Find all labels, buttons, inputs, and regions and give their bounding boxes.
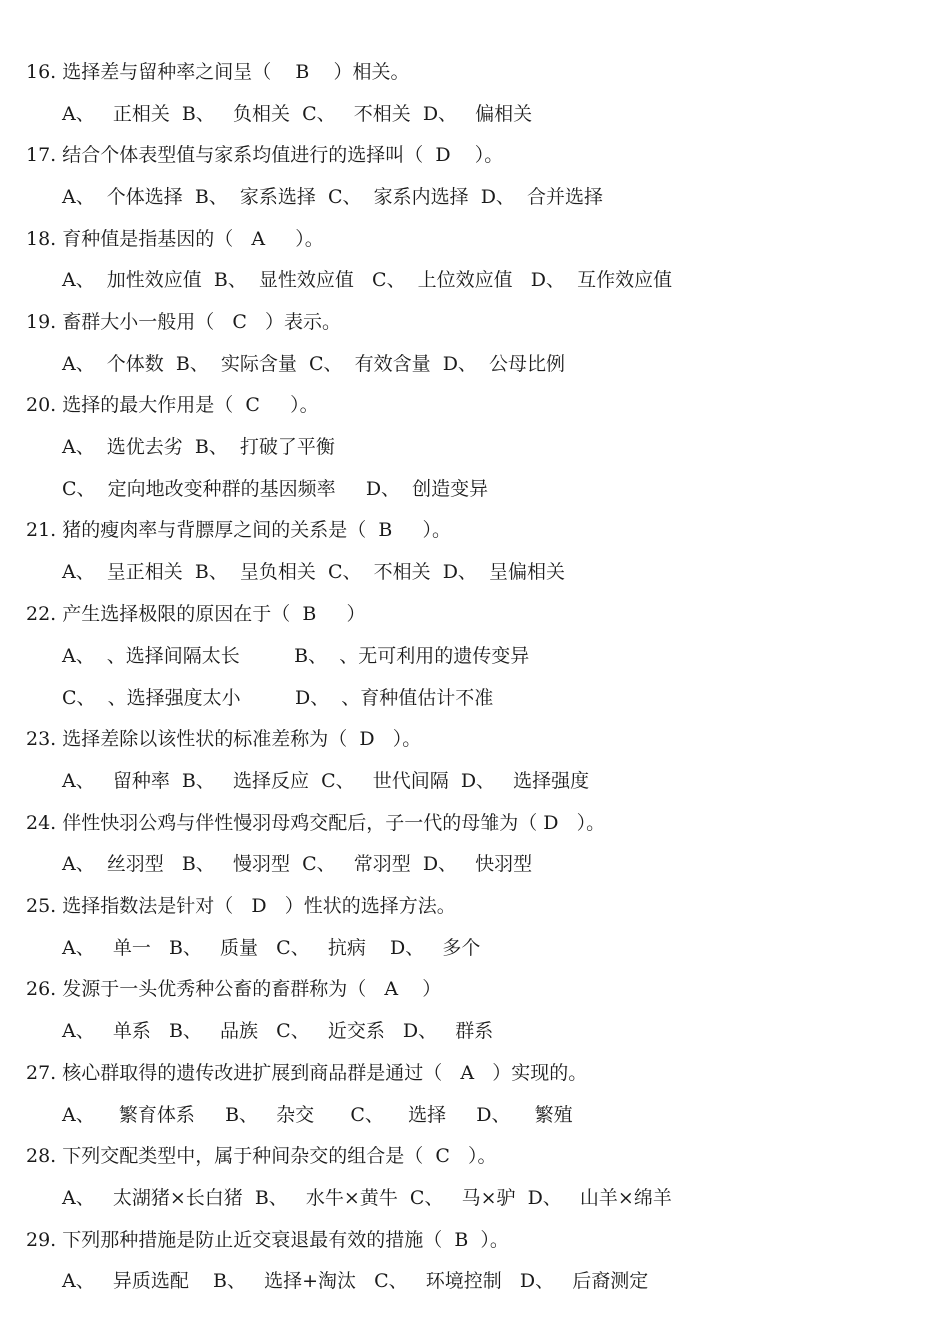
question-19: 19. 畜群大小一般用（ C ）表示。 (26, 311, 342, 333)
question-26: 26. 发源于一头优秀种公畜的畜群称为（ A ） (26, 978, 442, 1000)
options-22-row-2: C、 、选择强度太小 D、 、育种值估计不准 (62, 687, 494, 709)
question-21: 21. 猪的瘦肉率与背膘厚之间的关系是（ B ）。 (26, 519, 451, 541)
options-22-row-1: A、 、选择间隔太长 B、 、无可利用的遗传变异 (62, 645, 530, 667)
question-16: 16. 选择差与留种率之间呈（ B ）相关。 (26, 61, 410, 83)
options-20-row-1: A、 选优去劣 B、 打破了平衡 (62, 436, 335, 458)
question-17: 17. 结合个体表型值与家系均值进行的选择叫（ D ）。 (26, 144, 504, 166)
options-18: A、 加性效应值 B、 显性效应值 C、 上位效应值 D、 互作效应值 (62, 269, 673, 291)
options-23: A、 留种率 B、 选择反应 C、 世代间隔 D、 选择强度 (62, 770, 590, 792)
question-20: 20. 选择的最大作用是（ C ）。 (26, 394, 319, 416)
question-18: 18. 育种值是指基因的（ A ）。 (26, 228, 324, 250)
options-20-row-2: C、 定向地改变种群的基因频率 D、 创造变异 (62, 478, 489, 500)
question-27: 27. 核心群取得的遗传改进扩展到商品群是通过（ A ）实现的。 (26, 1062, 588, 1084)
options-27: A、 繁育体系 B、 杂交 C、 选择 D、 繁殖 (62, 1104, 573, 1126)
question-25: 25. 选择指数法是针对（ D ）性状的选择方法。 (26, 895, 456, 917)
options-16: A、 正相关 B、 负相关 C、 不相关 D、 偏相关 (62, 103, 533, 125)
question-29: 29. 下列那种措施是防止近交衰退最有效的措施（ B ）。 (26, 1229, 509, 1251)
options-29: A、 异质选配 B、 选择+淘汰 C、 环境控制 D、 后裔测定 (62, 1270, 649, 1292)
question-23: 23. 选择差除以该性状的标准差称为（ D ）。 (26, 728, 422, 750)
options-21: A、 呈正相关 B、 呈负相关 C、 不相关 D、 呈偏相关 (62, 561, 566, 583)
options-28: A、 太湖猪×长白猪 B、 水牛×黄牛 C、 马×驴 D、 山羊×绵羊 (62, 1187, 672, 1209)
options-26: A、 单系 B、 品族 C、 近交系 D、 群系 (62, 1020, 494, 1042)
options-24: A、 丝羽型 B、 慢羽型 C、 常羽型 D、 快羽型 (62, 853, 533, 875)
question-24: 24. 伴性快羽公鸡与伴性慢羽母鸡交配后，子一代的母雏为（ D ）。 (26, 812, 606, 834)
question-22: 22. 产生选择极限的原因在于（ B ） (26, 603, 366, 625)
options-17: A、 个体选择 B、 家系选择 C、 家系内选择 D、 合并选择 (62, 186, 604, 208)
options-25: A、 单一 B、 质量 C、 抗病 D、 多个 (62, 937, 481, 959)
question-28: 28. 下列交配类型中，属于种间杂交的组合是（ C ）。 (26, 1145, 497, 1167)
options-19: A、 个体数 B、 实际含量 C、 有效含量 D、 公母比例 (62, 353, 566, 375)
